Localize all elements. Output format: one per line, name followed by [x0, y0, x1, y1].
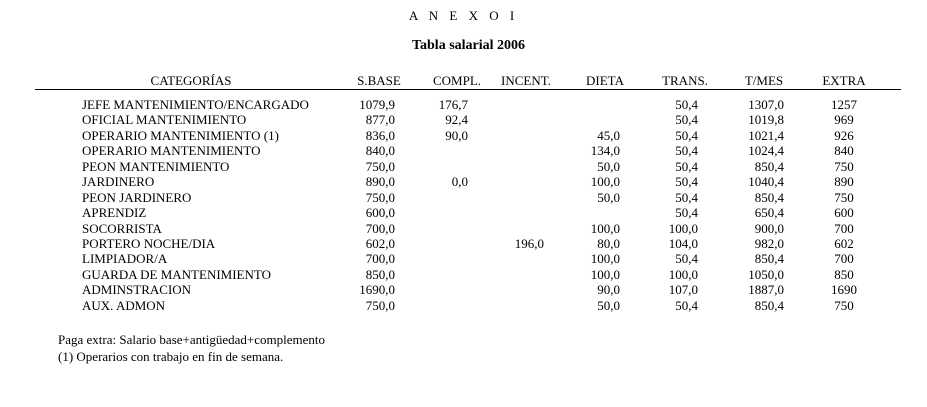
- cell-tmes: 1019,8: [748, 112, 784, 128]
- table-row: [0, 97, 927, 112]
- header-compl: COMPL.: [432, 73, 482, 88]
- cell-base: 750,0: [365, 189, 395, 205]
- cell-tmes: 850,4: [754, 158, 784, 174]
- table-row: [0, 221, 927, 236]
- cell-trans: 50,4: [675, 112, 698, 128]
- header-incent: INCENT.: [501, 73, 551, 88]
- extra-pay-note: Paga extra: Salario base+antigüedad+complemento: [58, 332, 325, 347]
- cell-tmes: 1021,4: [748, 127, 784, 143]
- cell-base: 750,0: [365, 297, 395, 313]
- cell-dieta: 50,0: [597, 297, 620, 313]
- cell-dieta: 134,0: [590, 143, 620, 159]
- cell-category: AUX. ADMON: [82, 297, 166, 313]
- cell-dieta: 45,0: [597, 127, 620, 143]
- table-row: [0, 190, 927, 205]
- cell-extra: 969: [834, 112, 854, 128]
- cell-trans: 50,4: [675, 158, 698, 174]
- cell-compl: 176,7: [438, 97, 468, 112]
- table-row: [0, 251, 927, 266]
- cell-base: 890,0: [365, 174, 395, 190]
- table-row: [0, 205, 927, 220]
- cell-extra: 890: [834, 174, 854, 190]
- cell-trans: 50,4: [675, 174, 698, 190]
- cell-trans: 100,0: [668, 220, 698, 236]
- cell-tmes: 1307,0: [748, 97, 784, 112]
- cell-tmes: 1887,0: [748, 282, 784, 298]
- cell-tmes: 982,0: [754, 235, 784, 251]
- table-row: [0, 298, 927, 313]
- header-trans: TRANS.: [662, 73, 708, 88]
- cell-category: PORTERO NOCHE/DIA: [82, 235, 216, 251]
- cell-trans: 50,4: [675, 127, 698, 143]
- cell-extra: 850: [834, 266, 854, 282]
- cell-category: PEON MANTENIMIENTO: [82, 158, 230, 174]
- cell-tmes: 1050,0: [748, 266, 784, 282]
- cell-base: 877,0: [365, 112, 395, 128]
- cell-trans: 50,4: [675, 205, 698, 221]
- cell-category: APRENDIZ: [82, 205, 147, 221]
- cell-tmes: 850,4: [754, 297, 784, 313]
- cell-category: LIMPIADOR/A: [82, 251, 168, 267]
- table-header: [0, 73, 927, 89]
- table-row: [0, 174, 927, 189]
- cell-category: PEON JARDINERO: [82, 189, 192, 205]
- cell-extra: 600: [834, 205, 854, 221]
- header-divider: [35, 89, 901, 90]
- cell-dieta: 100,0: [590, 266, 620, 282]
- table-row: [0, 143, 927, 158]
- cell-compl: 92,4: [445, 112, 468, 128]
- cell-extra: 700: [834, 220, 854, 236]
- cell-base: 750,0: [365, 158, 395, 174]
- cell-base: 600,0: [365, 205, 395, 221]
- cell-dieta: 100,0: [590, 220, 620, 236]
- cell-tmes: 650,4: [754, 205, 784, 221]
- cell-trans: 104,0: [668, 235, 698, 251]
- cell-category: ADMINSTRACION: [82, 282, 192, 298]
- cell-compl: 90,0: [445, 127, 468, 143]
- table-row: [0, 159, 927, 174]
- cell-category: JARDINERO: [82, 174, 155, 190]
- annex-heading: A N E X O I: [408, 8, 519, 23]
- table-row: [0, 128, 927, 143]
- cell-extra: 750: [834, 189, 854, 205]
- cell-trans: 50,4: [675, 97, 698, 112]
- cell-extra: 750: [834, 297, 854, 313]
- cell-tmes: 850,4: [754, 189, 784, 205]
- cell-category: JEFE MANTENIMIENTO/ENCARGADO: [82, 97, 309, 112]
- cell-category: OPERARIO MANTENIMIENTO: [82, 143, 261, 159]
- cell-dieta: 100,0: [590, 174, 620, 190]
- cell-extra: 1690: [831, 282, 857, 298]
- cell-tmes: 1040,4: [748, 174, 784, 190]
- cell-base: 700,0: [365, 251, 395, 267]
- table-body: [0, 97, 927, 313]
- cell-tmes: 900,0: [754, 220, 784, 236]
- cell-base: 836,0: [365, 127, 395, 143]
- header-extra: EXTRA: [822, 73, 866, 88]
- header-category: CATEGORÍAS: [150, 73, 232, 88]
- cell-extra: 700: [834, 251, 854, 267]
- cell-extra: 602: [834, 235, 854, 251]
- notes: [58, 331, 325, 365]
- cell-trans: 50,4: [675, 189, 698, 205]
- cell-trans: 100,0: [668, 266, 698, 282]
- cell-extra: 750: [834, 158, 854, 174]
- cell-extra: 840: [834, 143, 854, 159]
- cell-base: 602,0: [365, 235, 395, 251]
- cell-category: OPERARIO MANTENIMIENTO (1): [82, 127, 279, 143]
- cell-category: GUARDA DE MANTENIMIENTO: [82, 266, 271, 282]
- cell-trans: 50,4: [675, 143, 698, 159]
- cell-base: 1690,0: [359, 282, 395, 298]
- table-row: [0, 282, 927, 297]
- cell-base: 850,0: [365, 266, 395, 282]
- cell-dieta: 100,0: [590, 251, 620, 267]
- cell-category: SOCORRISTA: [82, 220, 162, 236]
- header-dieta: DIETA: [586, 73, 624, 88]
- cell-dieta: 80,0: [597, 235, 620, 251]
- cell-trans: 50,4: [675, 297, 698, 313]
- header-base: S.BASE: [357, 73, 401, 88]
- cell-extra: 926: [834, 127, 854, 143]
- table-row: [0, 112, 927, 127]
- cell-trans: 107,0: [668, 282, 698, 298]
- cell-trans: 50,4: [675, 251, 698, 267]
- footnote: (1) Operarios con trabajo en fin de semana.: [58, 349, 284, 364]
- cell-tmes: 1024,4: [748, 143, 784, 159]
- cell-incent: 196,0: [514, 235, 544, 251]
- table-row: [0, 236, 927, 251]
- table-title: Tabla salarial 2006: [411, 38, 526, 53]
- table-row: [0, 267, 927, 282]
- header-tmes: T/MES: [744, 73, 784, 88]
- cell-category: OFICIAL MANTENIMIENTO: [82, 112, 247, 128]
- cell-base: 1079,9: [359, 97, 395, 112]
- cell-dieta: 50,0: [597, 158, 620, 174]
- cell-tmes: 850,4: [754, 251, 784, 267]
- cell-base: 700,0: [365, 220, 395, 236]
- cell-extra: 1257: [831, 97, 857, 112]
- cell-compl: 0,0: [451, 174, 468, 190]
- cell-base: 840,0: [365, 143, 395, 159]
- cell-dieta: 50,0: [597, 189, 620, 205]
- cell-dieta: 90,0: [597, 282, 620, 298]
